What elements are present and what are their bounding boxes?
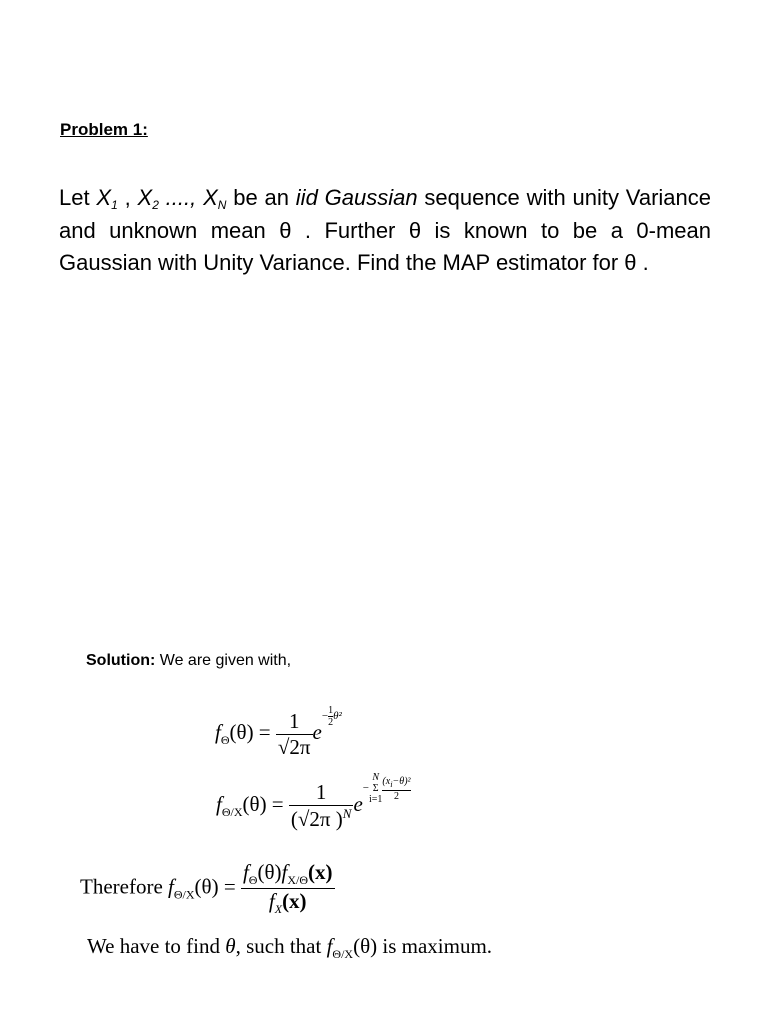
eq1-exponent (322, 705, 342, 728)
eq3-lhs-arg: (θ) = (194, 874, 236, 899)
xn-subscript: N (217, 198, 227, 212)
eq2-lhs-arg: (θ) = (242, 792, 284, 817)
eq2-exp-numerator (382, 776, 410, 790)
eq2-den-power: N (342, 806, 352, 822)
eq1-exp-var: θ² (333, 710, 342, 723)
eq4-f: f (326, 934, 333, 958)
eq4-theta: θ (225, 934, 236, 958)
eq2-sum-top: N (372, 772, 380, 783)
eq1-exp-sign: − (321, 710, 329, 723)
eq1-exp-num: 1 (328, 705, 334, 716)
eq3-numerator (241, 860, 335, 888)
eq2-den-base: (√2π ) (290, 807, 343, 832)
eq1-lhs-f: f (215, 720, 221, 745)
eq4-f-sub: Θ/X (332, 947, 354, 961)
eq1-denominator: √2π (277, 734, 311, 759)
eq3-denominator (241, 888, 335, 917)
eq2-exp-sign: − (362, 782, 369, 795)
eq3-num-f1-arg: (θ) (257, 860, 282, 884)
eq4-text1: We have to find (87, 934, 226, 958)
solution-text: We are given with, (155, 652, 292, 669)
separator-1: , (117, 185, 138, 210)
eq3-prefix: Therefore (80, 874, 169, 899)
x1-symbol: X (96, 185, 112, 210)
statement-part1: Let (59, 185, 97, 210)
solution-label: Solution: (86, 652, 156, 669)
x1-subscript: 1 (111, 198, 118, 212)
eq2-lhs-sub: Θ/X (221, 805, 243, 820)
eq1-lhs-arg: (θ) = (229, 720, 271, 745)
equation-prior (215, 705, 342, 760)
eq2-exponent (363, 772, 411, 805)
eq1-e: e (312, 720, 322, 745)
eq3-num-f2-sub: X/Θ (287, 873, 309, 887)
eq3-fraction (241, 860, 335, 917)
problem-statement (59, 182, 711, 280)
eq2-sum-symbol (369, 772, 382, 805)
eq2-sum-sigma: Σ (372, 783, 379, 794)
eq3-num-f2-arg: (x) (308, 860, 333, 884)
eq2-lhs-f: f (216, 792, 222, 817)
eq2-exp-num-rest: −θ)² (392, 775, 411, 787)
eq2-exp-fraction (382, 776, 410, 802)
eq3-den-f-sub: X (274, 902, 283, 916)
statement-part3: sequence with unity Variance and unknown mean θ . Further θ is known to be a 0-mean Gaussian with Unity Variance. Find the MAP estimator for θ . (59, 185, 711, 275)
eq2-exp-num-sub: i (390, 779, 393, 789)
statement-part2: be an (226, 185, 296, 210)
iid-gaussian-text: iid Gaussian (295, 185, 418, 210)
eq2-exp-den: 2 (382, 790, 410, 802)
eq3-num-f1: f (242, 860, 249, 884)
maximization-statement (87, 934, 492, 962)
eq2-numerator: 1 (315, 780, 327, 805)
equation-posterior (80, 860, 335, 917)
eq1-exp-den: 2 (328, 717, 334, 728)
eq2-exp-num: (x (382, 775, 391, 787)
eq1-numerator: 1 (288, 708, 300, 733)
x2-symbol: X (137, 185, 153, 210)
eq3-den-f-arg: (x) (282, 889, 307, 913)
eq1-lhs-sub: Θ (220, 733, 230, 748)
eq2-sum-bottom: i=1 (369, 794, 383, 805)
eq3-lhs-f: f (168, 874, 174, 899)
eq2-fraction (289, 780, 354, 832)
solution-line (86, 652, 291, 670)
eq1-fraction (276, 709, 313, 760)
xn-symbol: X (203, 185, 218, 210)
eq2-e: e (353, 792, 363, 817)
eq3-num-f1-sub: Θ (248, 873, 258, 887)
eq4-f-arg: (θ) (353, 934, 378, 958)
eq4-text2: , such that (235, 934, 327, 958)
separator-2: ...., (158, 185, 204, 210)
x2-subscript: 2 (152, 198, 159, 212)
eq4-text3: is maximum. (377, 934, 493, 958)
eq3-num-f2: f (281, 860, 288, 884)
eq2-denominator (289, 805, 354, 832)
eq3-lhs-sub: Θ/X (173, 887, 195, 902)
problem-heading: Problem 1: (60, 120, 148, 139)
eq3-den-f: f (268, 889, 275, 913)
equation-likelihood (216, 772, 411, 832)
